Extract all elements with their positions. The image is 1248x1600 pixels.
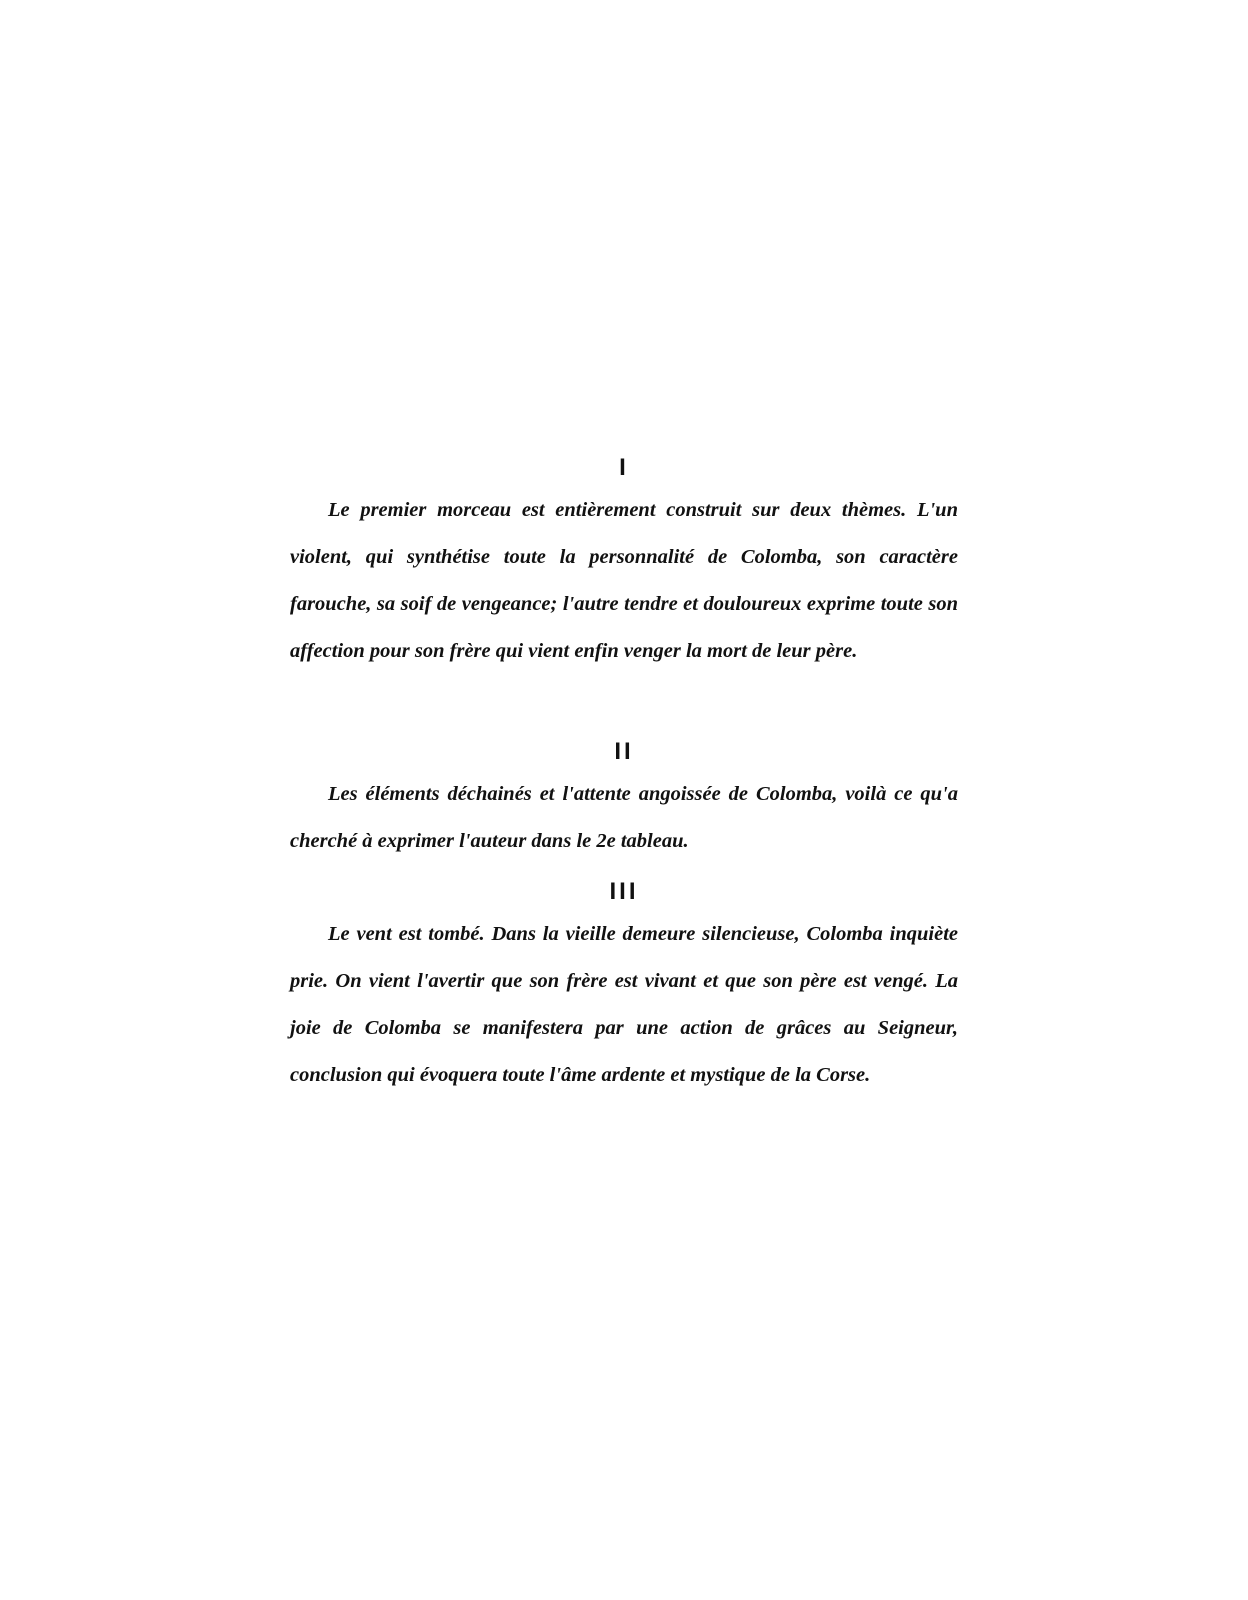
section-paragraph-iii — [290, 911, 958, 1099]
paragraph-text: Le vent est tombé. Dans la vieille demeure silencieuse, Colomba inquiète prie. On vient l'avertir que son frère est vivant et que son père est vengé. La joie de Colomba se manifestera par une action de grâces au Seigneur, conclusion qui évoquera toute l'âme ardente et mystique de la Corse. — [290, 923, 958, 1086]
section-numeral-iii: III — [609, 878, 639, 905]
paragraph-text: Les éléments déchainés et l'attente angoissée de Colomba, voilà ce qu'a cherché à exprimer l'auteur dans le 2e tableau. — [290, 783, 958, 852]
section-paragraph-i — [290, 487, 958, 675]
section-numeral-i: I — [619, 454, 629, 481]
section-paragraph-ii — [290, 771, 958, 865]
paragraph-text: Le premier morceau est entièrement construit sur deux thèmes. L'un violent, qui synthétise toute la personnalité de Colomba, son caractère farouche, sa soif de vengeance; l'autre tendre et douloureux exprime toute son affection pour son frère qui vient enfin venger la mort de leur père. — [290, 499, 958, 662]
section-numeral-ii: II — [614, 738, 634, 765]
